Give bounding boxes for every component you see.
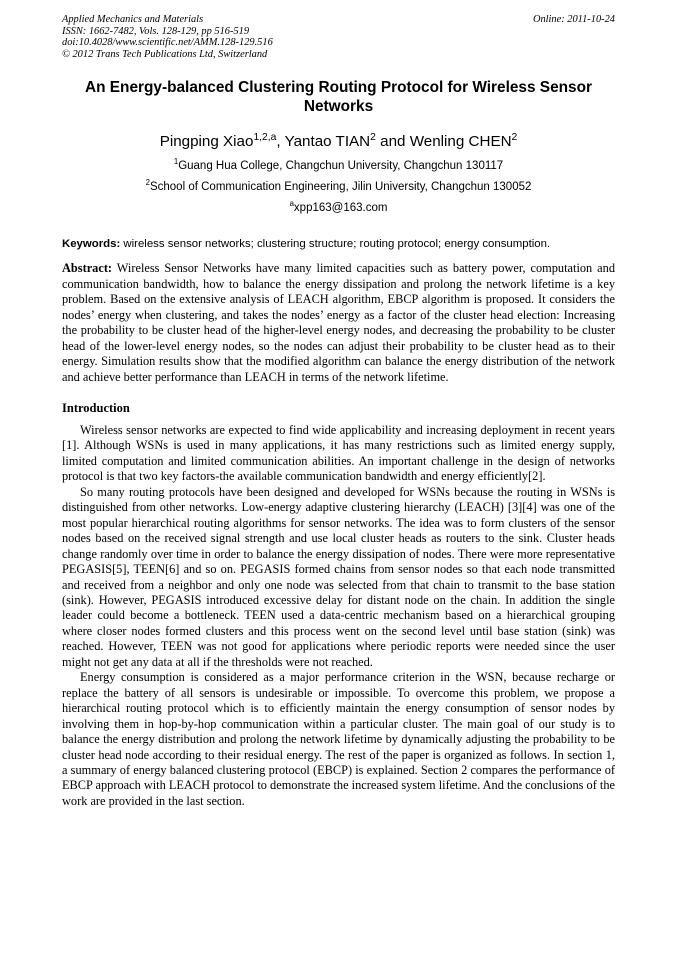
affiliation-marker: a (289, 199, 294, 209)
affiliation-marker: 1 (173, 157, 179, 167)
author-separator: , (276, 133, 285, 151)
paragraph: Energy consumption is considered as a major performance criterion in the WSN, because recharge or replace the battery of all sensors is undesirable or impossible. To overcome this problem, we propose a hierarchical routing protocol which is to efficiently maintain the energy consumption of sensor nodes by involving them in hop-by-hop communication within a particular cluster. The main goal of our study is to balance the energy distribution and prolong the network lifetime by dynamically adjusting the probability to be cluster head node according to their residual energy. The rest of the paper is organized as follows. In section 1, a summary of energy balanced clustering protocol (EBCP) is explained. Section 2 compares the performance of EBCP approach with LEACH protocol to demonstrate the increased system lifetime. And the conclusions of the work are provided in the last section. (62, 670, 615, 808)
email-line (62, 201, 615, 215)
keywords-text: wireless sensor networks; clustering structure; routing protocol; energy consumption. (120, 238, 551, 251)
author-name: Wenling CHEN (409, 133, 512, 151)
abstract-text: Wireless Sensor Networks have many limited capacities such as battery power, computation and communication bandwidth, how to balance the energy dissipation and prolong the network lifetime is a key problem. Based on the extensive analysis of LEACH algorithm, EBCP algorithm is proposed. It considers the nodes’ energy when clustering, and takes the nodes’ energy as a factor of the cluster head election: Increasing the probability to be cluster head of the higher-level energy nodes, and decreasing the probability to be cluster head of the lower-level energy nodes, so the nodes can adjust their probability to be cluster head as to their energy. Simulation results show that the modified algorithm can balance the energy distribution of the network and achieve better performance than LEACH in terms of the network lifetime. (62, 261, 615, 384)
copyright-line: © 2012 Trans Tech Publications Ltd, Switzerland (62, 48, 268, 60)
author-affiliation-marker: 1,2,a (253, 132, 277, 144)
paper-title: An Energy-balanced Clustering Routing Protocol for Wireless Sensor Networks (85, 79, 592, 116)
affiliation-text: Guang Hua College, Changchun University, Changchun 130117 (178, 160, 504, 173)
doi-line: doi:10.4028/www.scientific.net/AMM.128-129.516 (62, 37, 273, 49)
online-date: Online: 2011-10-24 (532, 14, 615, 25)
publication-header (62, 14, 615, 60)
journal-name: Applied Mechanics and Materials (62, 14, 204, 25)
author-name: Yantao TIAN (284, 133, 371, 151)
section-heading-introduction: Introduction (62, 401, 130, 415)
email-address: xpp163@163.com (293, 202, 388, 215)
author-list (62, 132, 615, 152)
keywords-label: Keywords: (62, 238, 121, 251)
affiliation-marker: 2 (145, 178, 150, 188)
author-affiliation-marker: 2 (370, 132, 376, 144)
affiliation-line (62, 159, 615, 173)
keywords-section (62, 237, 615, 251)
abstract-label: Abstract: (62, 261, 113, 276)
author-separator: and (375, 133, 410, 151)
paragraph: Wireless sensor networks are expected to find wide applicability and increasing deployment in recent years [1]. Although WSNs is used in many applications, it has many restrictions such as limited energy supply, limited computation and limited communication abilities. An important challenge in the design of networks protocol is that two key factors-the available communication bandwidth and energy efficiently[2]. (62, 423, 615, 484)
paper-page (62, 14, 615, 809)
author-name: Pingping Xiao (159, 133, 254, 151)
introduction-body (62, 423, 615, 809)
issn-line: ISSN: 1662-7482, Vols. 128-129, pp 516-519 (62, 25, 250, 37)
author-affiliation-marker: 2 (511, 132, 518, 144)
abstract-section (62, 261, 615, 385)
paragraph: So many routing protocols have been designed and developed for WSNs because the routing in WSNs is distinguished from other networks. Low-energy adaptive clustering hierarchy (LEACH) [3][4] was one of the most popular hierarchical routing algorithms for sensor networks. The idea was to form clusters of the sensor nodes based on the received signal strength and use local cluster heads as routers to the sink. Cluster heads change randomly over time in order to balance the energy dissipation of nodes. There were more representative PEGASIS[5], TEEN[6] and so on. PEGASIS formed chains from sensor nodes so that each node transmitted and received from a neighbor and only one node was selected from that chain to transmit to the base station (sink). However, PEGASIS introduced excessive delay for distant node on the chain. In addition the single leader could become a bottleneck. TEEN used a data-centric mechanism based on a hierarchical grouping where closer nodes formed clusters and this process went on the second level until base station (sink) was reached. However, TEEN was not good for applications where periodic reports were needed since the user might not get any data at all if the thresholds were not reached. (62, 484, 615, 669)
affiliation-text: School of Communication Engineering, Jilin University, Changchun 130052 (149, 181, 532, 194)
affiliation-line (62, 180, 615, 194)
